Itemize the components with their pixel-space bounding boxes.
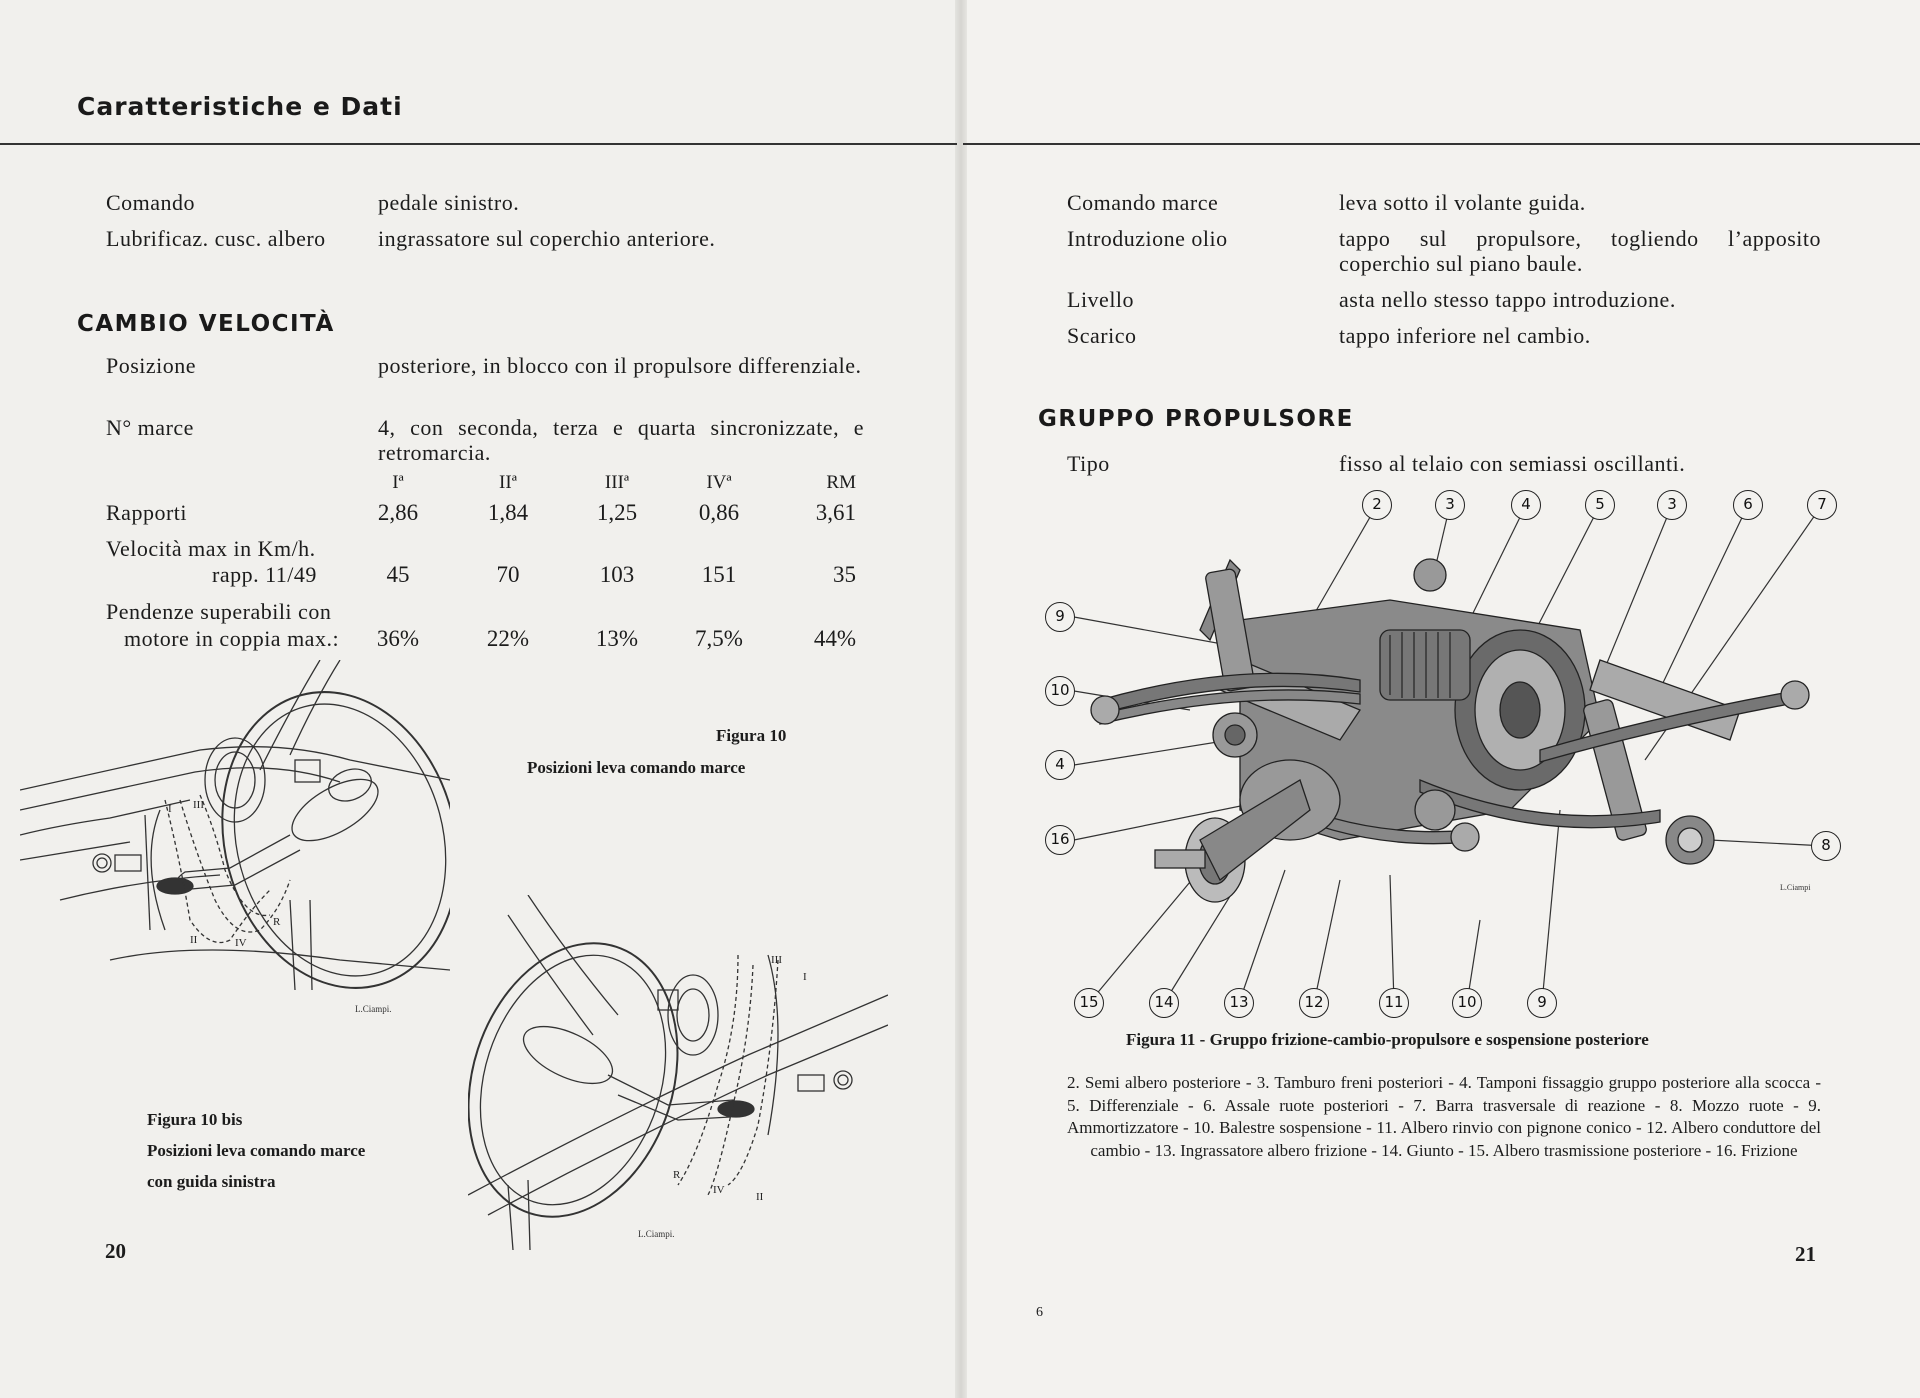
rapporti-label: Rapporti (106, 500, 187, 525)
tipo-value: fisso al telaio con semiassi oscillanti. (1339, 451, 1686, 476)
svg-text:II: II (756, 1191, 764, 1203)
callout-left-10: 10 (1045, 676, 1075, 706)
header-rule-left (0, 143, 957, 145)
gutter-mark: 6 (1036, 1305, 1044, 1320)
gear-header-2: IIª (499, 472, 517, 493)
row-value-comando: pedale sinistro. (378, 190, 520, 215)
row-label-lubrificaz: Lubrificaz. cusc. albero (106, 226, 326, 251)
figure-10-bis-line-2: Posizioni leva comando marce (147, 1141, 366, 1160)
figure-10-bis-illustration (468, 895, 888, 1250)
velocita-1: 45 (386, 562, 410, 587)
row-value-comando-marce: leva sotto il volante guida. (1339, 190, 1586, 215)
callout-top-3: 3 (1657, 490, 1687, 520)
callout-bottom-12: 12 (1299, 988, 1329, 1018)
callout-bottom-13: 13 (1224, 988, 1254, 1018)
callout-top-4: 4 (1511, 490, 1541, 520)
velocita-2: 70 (496, 562, 520, 587)
rapporti-rm: 3,61 (815, 500, 856, 525)
callout-top-2: 2 (1362, 490, 1392, 520)
row-label-scarico: Scarico (1067, 323, 1137, 348)
svg-text:II: II (190, 934, 198, 946)
book-spine (955, 0, 967, 1398)
figure-11-signature: L.Ciampi (1780, 883, 1811, 892)
page-number-left: 20 (105, 1239, 126, 1263)
pendenze-rm: 44% (813, 626, 856, 651)
marce-value: 4, con seconda, terza e quarta sincronizzate, e retromarcia. (378, 415, 864, 465)
callout-left-4: 4 (1045, 750, 1075, 780)
pendenze-4: 7,5% (695, 626, 743, 651)
posizione-value: posteriore, in blocco con il propulsore differenziale. (378, 353, 862, 378)
row-value-introduzione-olio: tappo sul propulsore, togliendo l’apposito coperchio sul piano baule. (1339, 226, 1821, 276)
figure-10-illustration (20, 660, 450, 1020)
figure-10-subtitle: Posizioni leva comando marce (527, 758, 746, 777)
rapporti-1: 2,86 (377, 500, 419, 525)
callout-right-8: 8 (1811, 831, 1841, 861)
callout-left-16: 16 (1045, 825, 1075, 855)
gear-header-rm: RM (826, 472, 856, 493)
posizione-label: Posizione (106, 353, 197, 378)
callout-bottom-9: 9 (1527, 988, 1557, 1018)
svg-text:IV: IV (235, 937, 247, 949)
callout-left-9: 9 (1045, 602, 1075, 632)
callout-top-5: 5 (1585, 490, 1615, 520)
pendenze-label-2: motore in coppia max.: (124, 626, 340, 651)
row-label-comando: Comando (106, 190, 196, 215)
figure-11-legend: 2. Semi albero posteriore - 3. Tamburo freni posteriori - 4. Tamponi fissaggio gruppo posteriore alla scocca - 5. Differenziale - 6. Assale ruote posteriori - 7. Barra trasversale di reazione - 8. Mozzo ruote - 9. Ammortizzatore - 10. Balestre sospensione - 11. Albero rinvio con pignone conico - 12. Albero conduttore del cambio - 13. Ingrassatore albero frizione - 14. Giunto - 15. Albero trasmissione posteriore - 16. Frizione (1067, 1073, 1821, 1160)
svg-text:R: R (673, 1169, 681, 1181)
rapporti-4: 0,86 (698, 500, 740, 525)
row-value-livello: asta nello stesso tappo introduzione. (1339, 287, 1676, 312)
pendenze-1: 36% (376, 626, 420, 651)
pendenze-3: 13% (595, 626, 639, 651)
row-label-introduzione-olio: Introduzione olio (1067, 226, 1228, 251)
page-number-right: 21 (1795, 1242, 1816, 1266)
velocita-4: 151 (701, 562, 737, 587)
svg-text:I: I (803, 971, 807, 983)
gear-header-4: IVª (706, 472, 732, 493)
row-value-scarico: tappo inferiore nel cambio. (1339, 323, 1591, 348)
velocita-label-2: rapp. 11/49 (212, 562, 317, 587)
callout-top-7: 7 (1807, 490, 1837, 520)
pendenze-label-1: Pendenze superabili con (106, 599, 332, 624)
section-heading-propulsore: GRUPPO PROPULSORE (1038, 406, 1354, 432)
svg-text:III: III (771, 954, 782, 966)
page-header-title: Caratteristiche e Dati (77, 92, 403, 121)
figure-11-illustration (1040, 480, 1860, 1020)
section-heading-cambio: CAMBIO VELOCITÀ (77, 311, 335, 337)
gear-header-3: IIIª (604, 472, 630, 493)
pendenze-2: 22% (486, 626, 530, 651)
figure-10-signature: L.Ciampi. (355, 1004, 392, 1014)
row-label-comando-marce: Comando marce (1067, 190, 1219, 215)
svg-text:I: I (168, 803, 172, 815)
marce-label: N° marce (106, 415, 194, 440)
gear-header-1: Iª (392, 472, 404, 493)
svg-text:R: R (273, 916, 281, 928)
header-rule-right (963, 143, 1920, 145)
svg-text:IV: IV (713, 1184, 725, 1196)
row-value-lubrificaz: ingrassatore sul coperchio anteriore. (378, 226, 716, 251)
figure-10-title: Figura 10 (716, 726, 787, 745)
figure-11-caption: Figura 11 - Gruppo frizione-cambio-propulsore e sospensione posteriore (1126, 1030, 1649, 1049)
callout-bottom-10: 10 (1452, 988, 1482, 1018)
callout-bottom-11: 11 (1379, 988, 1409, 1018)
callout-top-3: 3 (1435, 490, 1465, 520)
callout-top-6: 6 (1733, 490, 1763, 520)
figure-10-bis-line-3: con guida sinistra (147, 1172, 276, 1191)
svg-text:III: III (193, 799, 204, 811)
figure-10-bis-line-1: Figura 10 bis (147, 1110, 243, 1129)
callout-bottom-14: 14 (1149, 988, 1179, 1018)
row-label-livello: Livello (1067, 287, 1135, 312)
velocita-3: 103 (599, 562, 635, 587)
tipo-label: Tipo (1067, 451, 1110, 476)
velocita-rm: 35 (833, 562, 856, 587)
callout-bottom-15: 15 (1074, 988, 1104, 1018)
velocita-label-1: Velocità max in Km/h. (106, 536, 316, 561)
figure-10-bis-signature: L.Ciampi. (638, 1229, 675, 1239)
rapporti-3: 1,25 (596, 500, 638, 525)
rapporti-2: 1,84 (487, 500, 529, 525)
